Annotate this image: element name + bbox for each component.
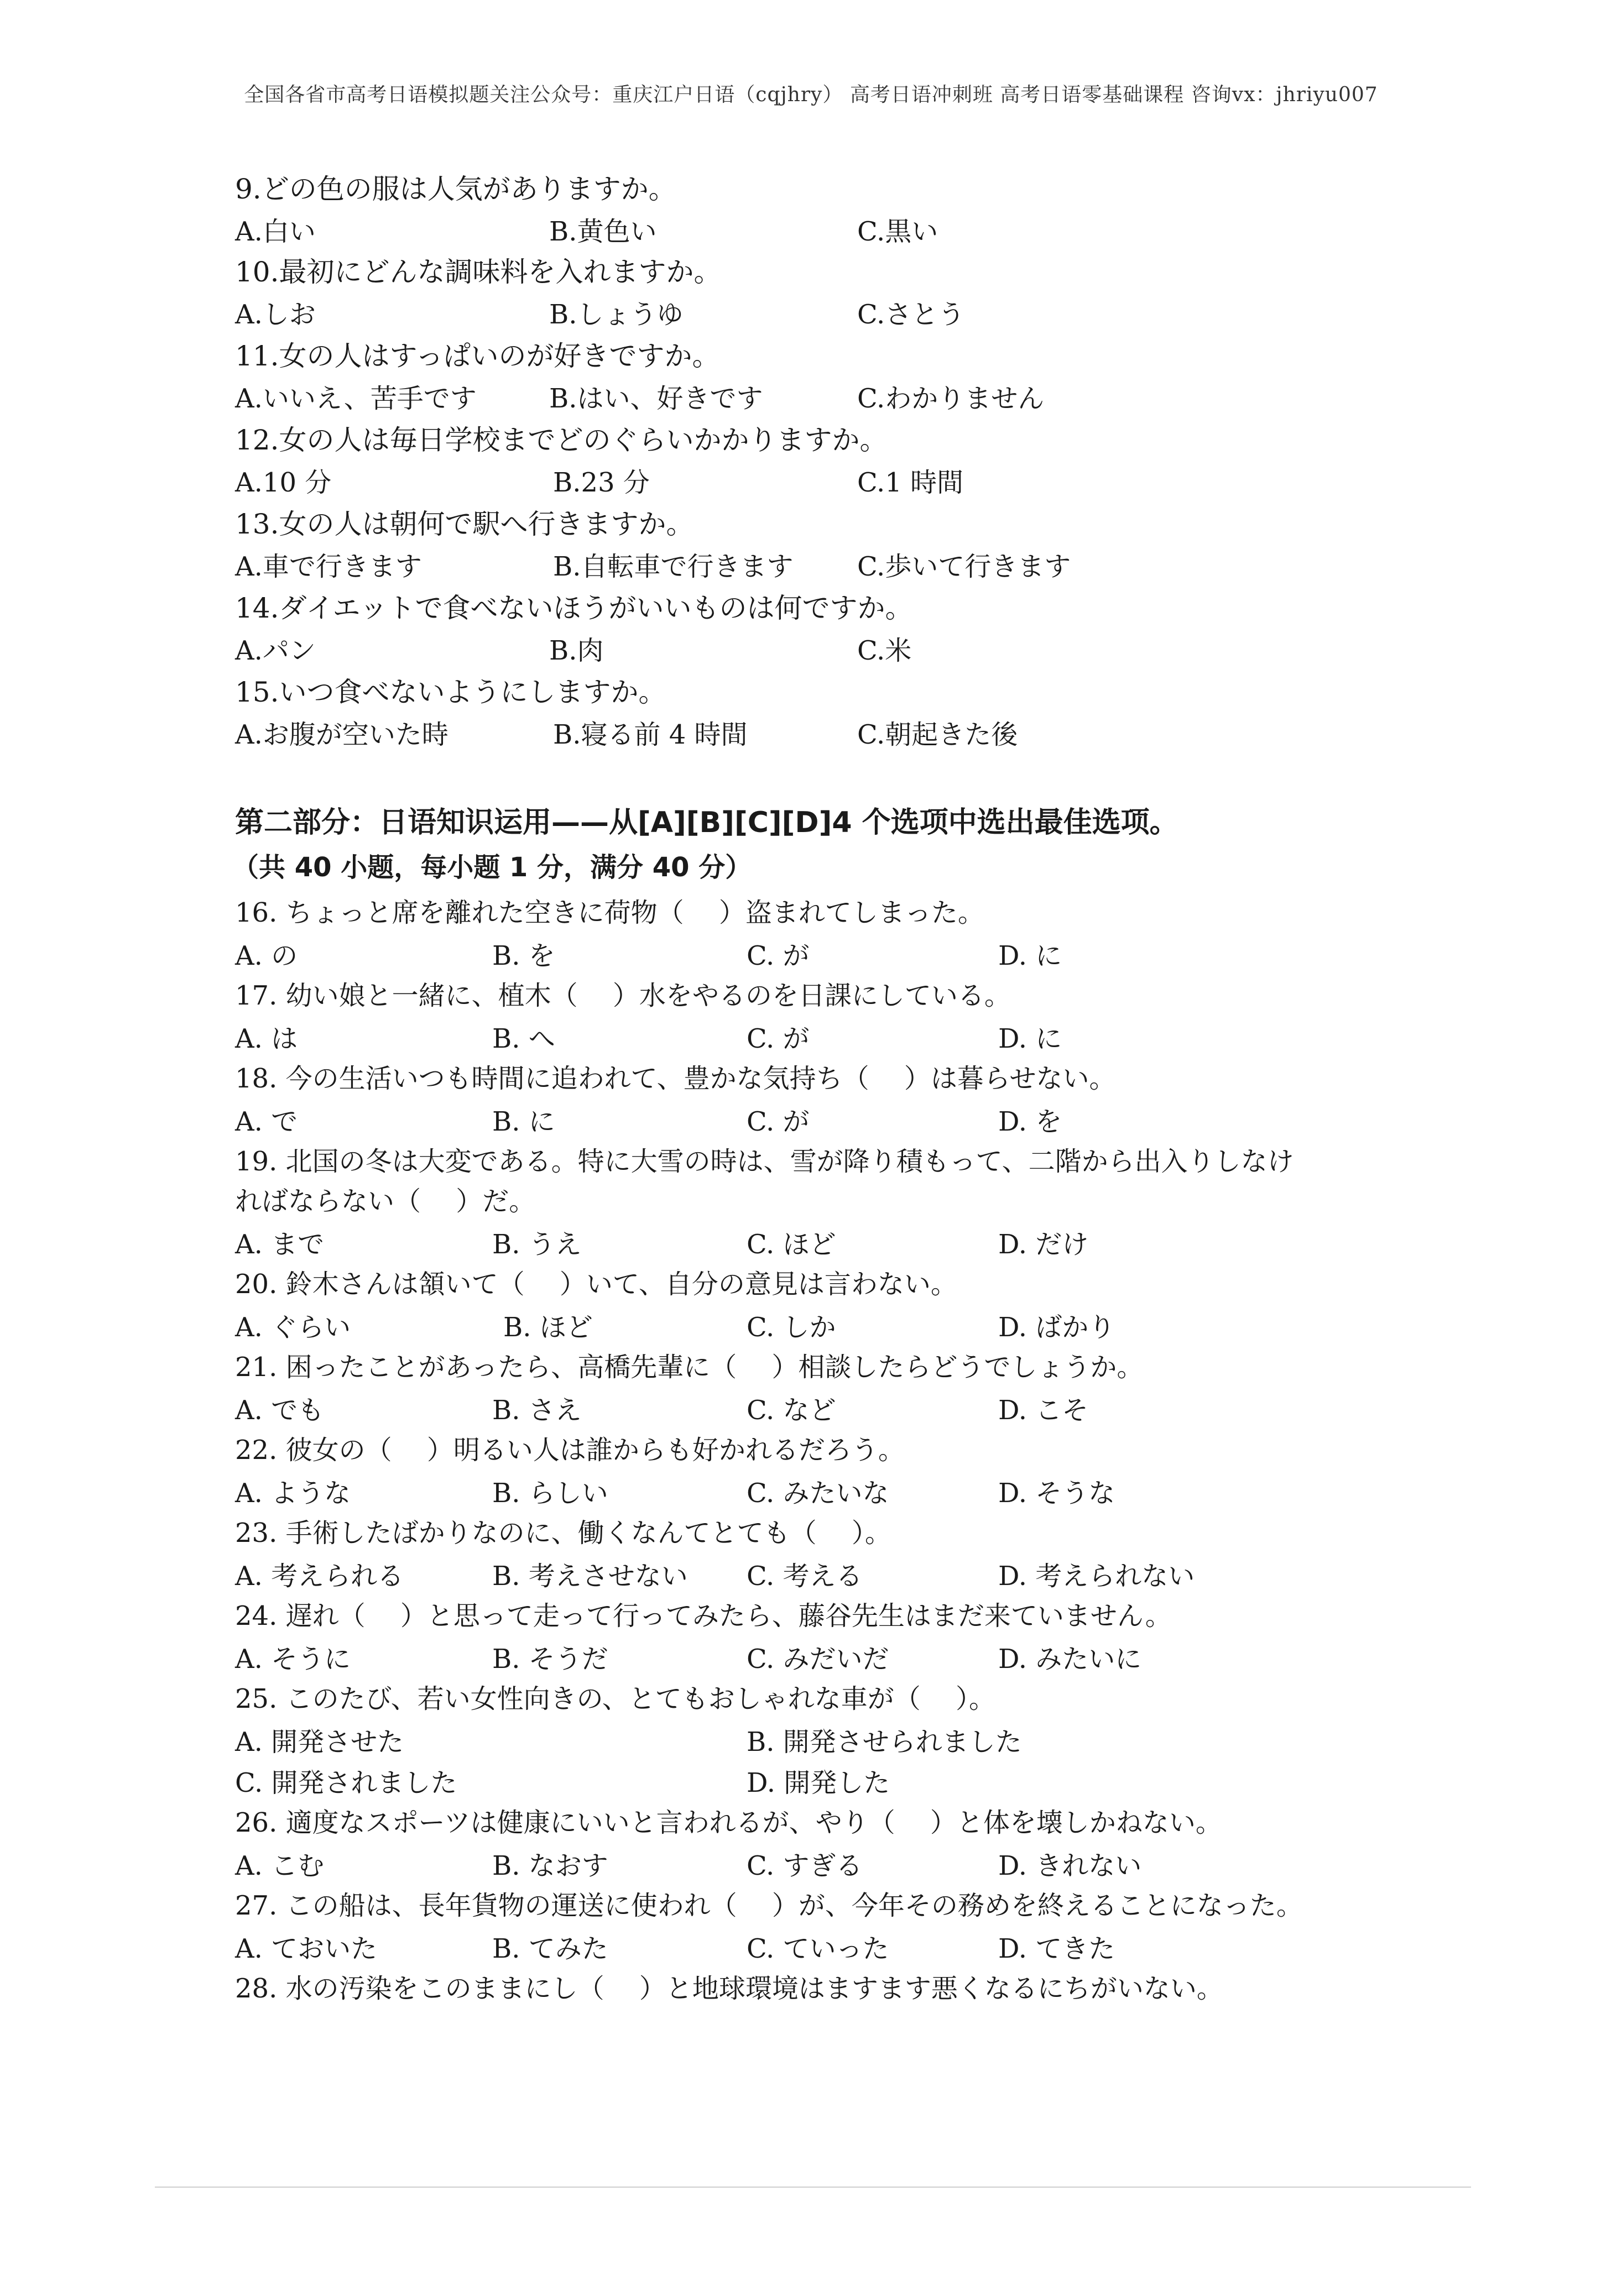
question-18: 18. 今の生活いつも時間に追われて、豊かな気持ち（ ）は暮らせない。: [235, 1063, 1116, 1094]
option-a: A.しお: [235, 299, 316, 330]
options-25-row1: [235, 1720, 1396, 1759]
options-16: [235, 934, 1396, 973]
question-19: 19. 北国の冬は大変である。特に大雪の時は、雪が降り積もって、二階から出入りしなけ: [235, 1146, 1294, 1177]
question-14: 14.ダイエットで食べないほうがいいものは何ですか。: [235, 592, 913, 624]
question-23: 23. 手術したばかりなのに、働くなんてとても（ ）。: [235, 1518, 891, 1549]
option-c: C. が: [747, 1106, 810, 1137]
option-a: A. まで: [235, 1229, 325, 1260]
option-d: D. きれない: [998, 1850, 1142, 1881]
option-b: B. 考えさせない: [492, 1561, 688, 1592]
options-26: [235, 1844, 1396, 1883]
question-26: 26. 適度なスポーツは健康にいいと言われるが、やり（ ）と体を壊しかねない。: [235, 1807, 1222, 1838]
option-b: B. てみた: [492, 1933, 608, 1964]
options-21: [235, 1389, 1396, 1427]
page-header: 全国各省市高考日语模拟题关注公众号：重庆江户日语（cqjhry） 高考日语冲刺班 高考日语零基础课程 咨询vx：jhriyu007: [244, 83, 1378, 106]
question-19-cont: ればならない（ ）だ。: [235, 1186, 536, 1217]
options-13: [235, 545, 1396, 584]
option-b: B. うえ: [492, 1229, 582, 1260]
option-b: B.肉: [549, 635, 604, 666]
option-a: A. 考えられる: [235, 1561, 404, 1592]
option-a: A. そうに: [235, 1644, 351, 1675]
option-b: B.黄色い: [549, 216, 657, 247]
option-d: D. 開発した: [747, 1767, 890, 1798]
question-12: 12.女の人は毎日学校までどのぐらいかかりますか。: [235, 424, 888, 456]
option-b: B. さえ: [492, 1395, 582, 1426]
option-a: A. の: [235, 940, 298, 971]
option-a: A. は: [235, 1023, 298, 1054]
option-c: C. 考える: [747, 1561, 863, 1592]
question-25: 25. このたび、若い女性向きの、とてもおしゃれな車が（ ）。: [235, 1683, 996, 1714]
option-c: C.1 時間: [857, 467, 964, 498]
option-b: B. ほど: [503, 1312, 593, 1343]
option-c: C.わかりません: [857, 383, 1045, 414]
question-9: 9.どの色の服は人気がありますか。: [235, 173, 676, 205]
options-27: [235, 1927, 1396, 1966]
option-b: B. を: [492, 940, 555, 971]
question-17: 17. 幼い娘と一緒に、植木（ ）水をやるのを日課にしている。: [235, 980, 1011, 1011]
option-b: B.23 分: [553, 467, 650, 498]
option-d: D. に: [998, 940, 1062, 971]
option-a: A.お腹が空いた時: [235, 719, 448, 750]
options-15: [235, 713, 1396, 752]
option-b: B. に: [492, 1106, 555, 1137]
options-14: [235, 629, 1396, 668]
options-22: [235, 1472, 1396, 1510]
option-d: D. ばかり: [998, 1312, 1115, 1343]
options-24: [235, 1638, 1396, 1676]
options-17: [235, 1017, 1396, 1056]
option-b: B.寝る前 4 時間: [553, 719, 748, 750]
option-c: C.朝起きた後: [857, 719, 1018, 750]
option-b: B. へ: [492, 1023, 555, 1054]
option-a: A.車で行きます: [235, 551, 422, 582]
options-11: [235, 377, 1396, 416]
option-c: C. みだいだ: [747, 1644, 889, 1675]
question-13: 13.女の人は朝何で駅へ行きますか。: [235, 508, 694, 540]
question-21: 21. 困ったことがあったら、高橋先輩に（ ）相談したらどうでしょうか。: [235, 1352, 1144, 1383]
question-10: 10.最初にどんな調味料を入れますか。: [235, 256, 722, 288]
question-16: 16. ちょっと席を離れた空きに荷物（ ）盗まれてしまった。: [235, 897, 984, 928]
option-d: D. 考えられない: [998, 1561, 1195, 1592]
option-c: C.歩いて行きます: [857, 551, 1071, 582]
option-c: C. が: [747, 1023, 810, 1054]
scan-edge-line: [155, 2187, 1471, 2188]
question-11: 11.女の人はすっぱいのが好きですか。: [235, 340, 720, 372]
question-15: 15.いつ食べないようにしますか。: [235, 676, 666, 708]
options-19: [235, 1223, 1396, 1262]
question-20: 20. 鈴木さんは頷いて（ ）いて、自分の意見は言わない。: [235, 1269, 957, 1300]
option-b: B.しょうゆ: [549, 299, 684, 330]
option-b: B.はい、好きです: [549, 383, 763, 414]
option-d: D. そうな: [998, 1478, 1115, 1509]
options-25-row2: [235, 1761, 1396, 1800]
option-b: B. 開発させられました: [747, 1727, 1022, 1758]
question-27: 27. この船は、長年貨物の運送に使われ（ ）が、今年その務めを終えることになった。: [235, 1890, 1303, 1921]
option-d: D. を: [998, 1106, 1062, 1137]
options-18: [235, 1100, 1396, 1139]
option-b: B.自転車で行きます: [553, 551, 794, 582]
options-12: [235, 461, 1396, 500]
section-subtitle: （共 40 小题，每小题 1 分，满分 40 分）: [232, 852, 752, 883]
question-22: 22. 彼女の（ ）明るい人は誰からも好かれるだろう。: [235, 1435, 905, 1466]
option-b: B. なおす: [492, 1850, 608, 1881]
option-a: A. で: [235, 1106, 298, 1137]
option-c: C. しか: [747, 1312, 836, 1343]
option-d: D. だけ: [998, 1229, 1089, 1260]
option-c: C. が: [747, 940, 810, 971]
options-23: [235, 1555, 1396, 1593]
option-d: D. こそ: [998, 1395, 1089, 1426]
option-a: A. こむ: [235, 1850, 325, 1881]
options-10: [235, 293, 1396, 332]
question-24: 24. 遅れ（ ）と思って走って行ってみたら、藤谷先生はまだ来ていません。: [235, 1601, 1172, 1631]
option-c: C. すぎる: [747, 1850, 863, 1881]
option-a: A. でも: [235, 1395, 325, 1426]
option-a: A. ような: [235, 1478, 351, 1509]
option-c: C. 開発されました: [235, 1767, 457, 1798]
option-a: A.白い: [235, 216, 316, 247]
option-c: C.さとう: [857, 299, 965, 330]
option-a: A. 開発させた: [235, 1727, 404, 1758]
options-9: [235, 210, 1396, 249]
option-b: B. らしい: [492, 1478, 608, 1509]
option-b: B. そうだ: [492, 1644, 608, 1675]
option-a: A.10 分: [235, 467, 332, 498]
option-d: D. みたいに: [998, 1644, 1142, 1675]
option-a: A.パン: [235, 635, 316, 666]
option-c: C.米: [857, 635, 912, 666]
option-c: C. など: [747, 1395, 836, 1426]
option-c: C. ほど: [747, 1229, 836, 1260]
option-c: C. ていった: [747, 1933, 889, 1964]
question-28: 28. 水の汚染をこのままにし（ ）と地球環境はますます悪くなるにちがいない。: [235, 1973, 1223, 2004]
option-a: A. ぐらい: [235, 1312, 351, 1343]
option-d: D. てきた: [998, 1933, 1115, 1964]
option-a: A.いいえ、苦手です: [235, 383, 477, 414]
option-c: C.黒い: [857, 216, 938, 247]
section-title: 第二部分：日语知识运用——从[A][B][C][D]4 个选项中选出最佳选项。: [235, 806, 1178, 839]
options-20: [235, 1306, 1396, 1345]
option-c: C. みたいな: [747, 1478, 889, 1509]
option-d: D. に: [998, 1023, 1062, 1054]
option-a: A. ておいた: [235, 1933, 378, 1964]
